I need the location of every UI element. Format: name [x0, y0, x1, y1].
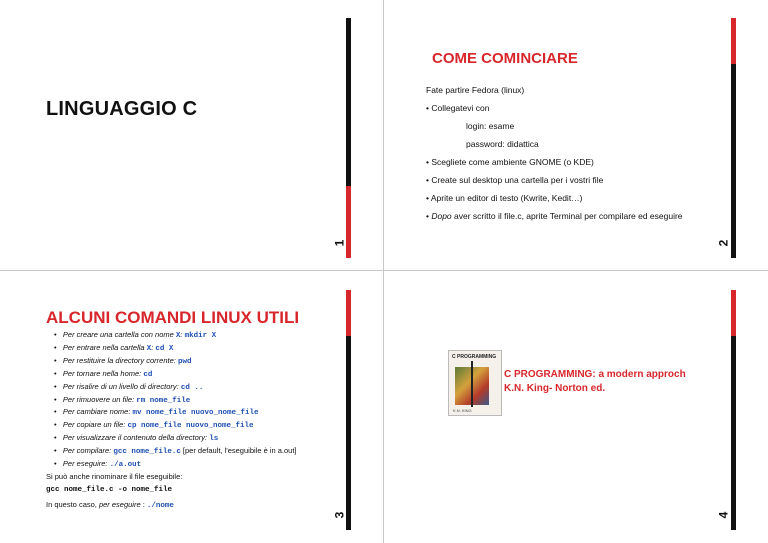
book-title-line-2: K.N. King- Norton ed.: [504, 383, 606, 394]
slide-3-final-line: [46, 500, 174, 510]
command-item: [54, 395, 190, 405]
slide-1-page-number: 1: [332, 239, 347, 247]
slide-1-title: LINGUAGGIO C: [46, 98, 198, 120]
command-bullet: •: [54, 330, 63, 339]
slide-2-line-7: • Aprite un editor di testo (Kwrite, Kedit…): [426, 193, 583, 203]
command-desc: Per tornare nella home:: [62, 368, 144, 378]
command-sep: :: [151, 342, 156, 352]
command-var: X: [146, 344, 152, 353]
command-code: ./a.out: [109, 461, 142, 469]
slide-4-accent-bar: [731, 290, 736, 530]
book-cover-figure: [471, 361, 473, 407]
command-item: [54, 330, 216, 340]
command-bullet: •: [54, 420, 63, 430]
slide-2-line-8: [426, 211, 683, 221]
slide-3-after-text: Si può anche rinominare il file eseguibile:: [46, 472, 183, 481]
command-code: ls: [209, 435, 219, 444]
command-desc: Per compilare:: [62, 446, 114, 456]
command-item: [54, 459, 141, 469]
slide-2-line-4: password: didattica: [466, 139, 539, 149]
command-bullet: •: [54, 459, 63, 468]
command-code: cd: [143, 370, 153, 379]
slide-2-line-1: Fate partire Fedora (linux): [426, 85, 525, 95]
slide-2-accent-bar: [731, 18, 736, 258]
final-italic: per eseguire: [98, 500, 141, 509]
command-desc: Per risalire di un livello di directory:: [62, 381, 181, 391]
command-desc: Per cambiare nome:: [62, 407, 133, 417]
slide-2-line-6: • Create sul desktop una cartella per i vostri file: [426, 175, 604, 185]
slide-3-code-line: gcc nome_file.c -o nome_file: [46, 486, 173, 494]
command-bullet: •: [54, 433, 63, 443]
command-desc: Per rimuovere un file:: [62, 394, 137, 404]
final-prefix: In questo caso,: [46, 500, 99, 509]
slide-2-line-8-italic: Dopo: [431, 211, 452, 221]
command-code: rm nome_file: [136, 396, 191, 405]
command-desc: Per entrare nella cartella: [62, 342, 147, 352]
slide-2-title: COME COMINCIARE: [432, 50, 578, 67]
command-desc: Per eseguire:: [62, 459, 110, 468]
command-code: pwd: [177, 357, 192, 366]
slide-3-page-number: 3: [332, 511, 347, 519]
command-bullet: •: [54, 381, 63, 391]
vertical-divider: [383, 0, 384, 543]
command-code: cp nome_file nuovo_nome_file: [127, 422, 254, 431]
command-bullet: •: [54, 368, 63, 378]
slide-2-page-number: 2: [716, 239, 731, 247]
slide-3-accent-bar: [346, 290, 351, 530]
command-desc: Per visualizzare il contenuto della directory:: [62, 433, 210, 443]
command-bullet: •: [54, 407, 63, 417]
command-item: [54, 420, 254, 430]
command-code: mv nome_file nuovo_nome_file: [132, 409, 259, 418]
book-title-line-1: C PROGRAMMING: a modern approch: [504, 369, 686, 380]
command-desc: Per restituire la directory corrente:: [62, 355, 178, 365]
command-bullet: •: [54, 355, 63, 365]
command-code: gcc nome_file.c: [113, 448, 181, 457]
slide-2-line-2: • Collegatevi con: [426, 103, 490, 113]
slide-2-line-8-bullet: •: [426, 211, 432, 221]
command-bullet: •: [54, 446, 63, 456]
command-bullet: •: [54, 394, 63, 404]
book-cover-header: C PROGRAMMING: [452, 354, 497, 360]
book-cover-image: [448, 350, 502, 416]
command-sep: :: [180, 330, 185, 339]
horizontal-divider: [0, 270, 768, 271]
slide-2-line-5: • Scegliete come ambiente GNOME (o KDE): [426, 157, 594, 167]
command-desc: Per creare una cartella con nome: [62, 330, 176, 339]
command-item: [54, 369, 152, 379]
command-note: [per default, l'eseguibile è in a.out]: [180, 446, 297, 456]
command-item: [54, 407, 259, 417]
command-item: [54, 446, 297, 456]
command-desc: Per copiare un file:: [62, 420, 128, 430]
slide-4-page-number: 4: [716, 511, 731, 519]
command-item: [54, 382, 203, 392]
command-code: mkdir X: [184, 332, 217, 340]
command-item: [54, 433, 218, 443]
slide-2-line-3: login: esame: [466, 121, 515, 131]
book-cover-footer: K.N. KING: [453, 408, 472, 413]
command-var: X: [175, 332, 181, 340]
slide-1-accent-bar: [346, 18, 351, 258]
command-code: cd ..: [180, 383, 204, 392]
command-bullet: •: [54, 342, 63, 352]
final-sep: :: [140, 500, 147, 509]
command-item: [54, 356, 191, 366]
command-code: cd X: [155, 344, 174, 353]
slide-3-title: ALCUNI COMANDI LINUX UTILI: [46, 308, 300, 327]
slide-2-line-8-rest: aver scritto il file.c, aprite Terminal per compilare ed eseguire: [451, 211, 683, 221]
command-item: [54, 343, 173, 353]
final-code: ./nome: [146, 502, 174, 510]
